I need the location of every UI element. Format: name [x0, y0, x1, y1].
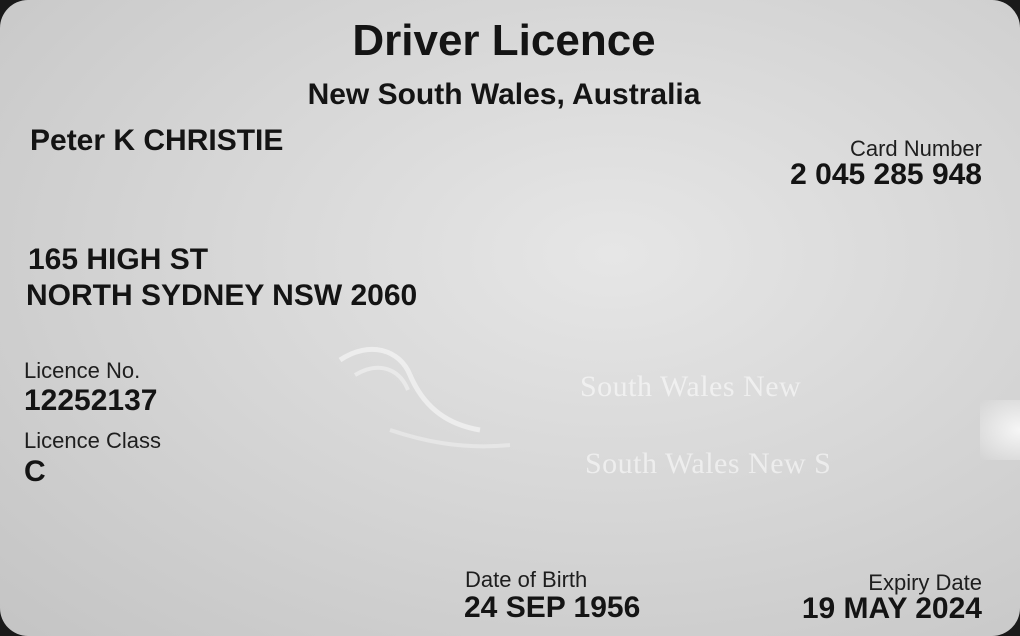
address-line-2: NORTH SYDNEY NSW 2060 — [26, 279, 418, 312]
hologram-watermark — [330, 330, 990, 590]
card-number-label: Card Number — [849, 136, 982, 161]
card-subtitle: New South Wales, Australia — [307, 78, 701, 111]
emblem-icon — [330, 330, 570, 460]
date-of-birth: 24 SEP 1956 — [464, 591, 641, 624]
licence-number-label: Licence No. — [24, 358, 141, 383]
licence-class: C — [24, 455, 46, 488]
watermark-text-2: South Wales New S — [585, 447, 832, 480]
licence-number: 12252137 — [24, 384, 158, 417]
licence-class-label: Licence Class — [24, 428, 161, 453]
watermark-text-1: South Wales New — [580, 370, 802, 403]
card-number: 2 045 285 948 — [790, 158, 982, 191]
holder-name: Peter K CHRISTIE — [30, 124, 284, 157]
light-glare — [980, 400, 1020, 460]
expiry-date-label: Expiry Date — [868, 570, 982, 595]
card-title: Driver Licence — [352, 16, 656, 65]
date-of-birth-label: Date of Birth — [465, 567, 588, 592]
expiry-date: 19 MAY 2024 — [801, 592, 982, 625]
address-line-1: 165 HIGH ST — [28, 243, 209, 276]
